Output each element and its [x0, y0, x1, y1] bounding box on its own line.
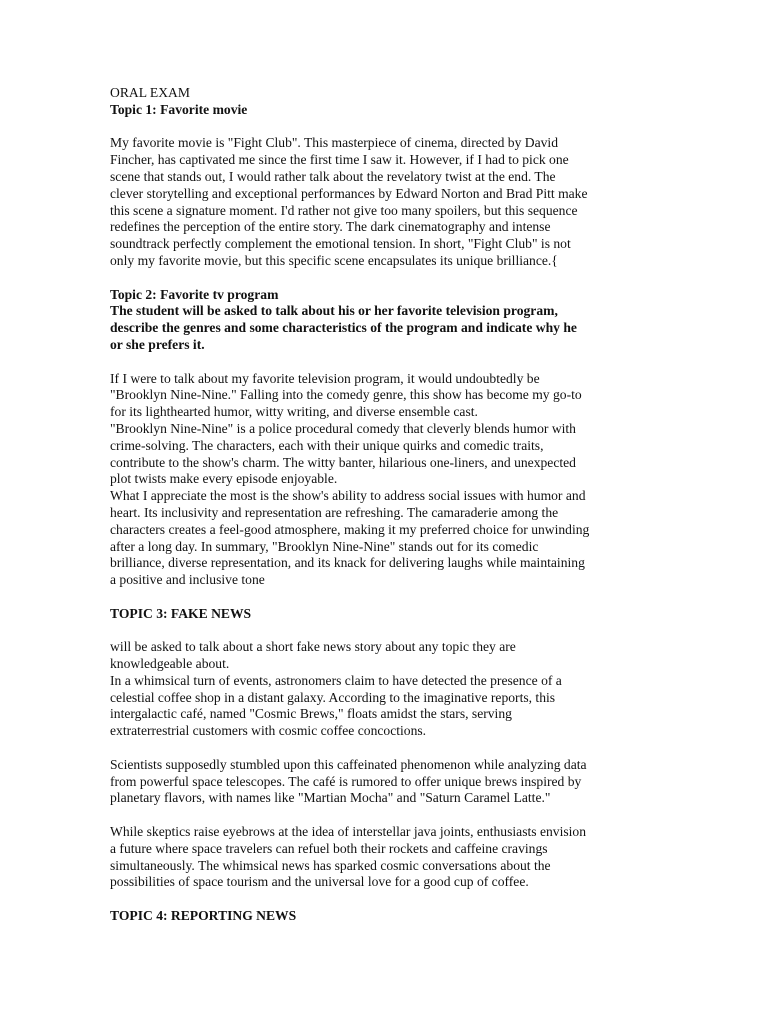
topic3-line: While skeptics raise eyebrows at the idea of interstellar java joints, enthusiasts envision: [110, 824, 587, 840]
topic3-line: celestial coffee shop in a distant galaxy. According to the imaginative reports, this: [110, 689, 556, 705]
topic1-line: My favorite movie is "Fight Club". This masterpiece of cinema, directed by David: [110, 135, 559, 151]
topic1-line: clever storytelling and exceptional performances by Edward Norton and Brad Pitt make: [110, 185, 588, 201]
exam-title: ORAL EXAM: [110, 85, 190, 100]
topic2-line: heart. Its inclusivity and representation are refreshing. The camaraderie among the: [110, 504, 559, 520]
topic1-line: this scene a signature moment. I'd rather not give too many spoilers, but this sequence: [110, 202, 578, 218]
topic1-line: Fincher, has captivated me since the first time I saw it. However, if I had to pick one: [110, 152, 569, 168]
topic1-line: scene that stands out, I would rather talk about the revelatory twist at the end. The: [110, 168, 556, 184]
topic3-paragraph-2: [110, 757, 658, 807]
topic2-line: brilliance, diverse representation, and its knack for delivering laughs while maintaining: [110, 555, 585, 571]
topic2-line: a positive and inclusive tone: [110, 572, 265, 588]
topic2-line: What I appreciate the most is the show's ability to address social issues with humor and: [110, 488, 586, 504]
topic2-line: after a long day. In summary, "Brooklyn Nine-Nine" stands out for its comedic: [110, 538, 539, 554]
topic1-heading: Topic 1: Favorite movie: [110, 101, 248, 117]
topic2-prompt-line: describe the genres and some characteristics of the program and indicate why he: [110, 320, 577, 336]
topic3-line: simultaneously. The whimsical news has sparked cosmic conversations about the: [110, 857, 551, 873]
topic3-line: intergalactic café, named "Cosmic Brews," floats amidst the stars, serving: [110, 706, 512, 722]
topic1-body: [110, 135, 658, 269]
spacer: [110, 891, 658, 908]
topic3-heading: TOPIC 3: FAKE NEWS: [110, 605, 252, 621]
topic2-prompt: [110, 303, 658, 353]
topic3-line: planetary flavors, with names like "Martian Mocha" and "Saturn Caramel Latte.": [110, 790, 551, 806]
topic3-line: knowledgeable about.: [110, 656, 230, 672]
topic3-intro: [110, 639, 658, 740]
topic2-line: "Brooklyn Nine-Nine." Falling into the comedy genre, this show has become my go-to: [110, 387, 582, 403]
spacer: [110, 807, 658, 824]
topic1-line: only my favorite movie, but this specific scene encapsulates its unique brilliance.{: [110, 252, 558, 268]
topic2-prompt-line: or she prefers it.: [110, 336, 205, 352]
topic2-line: characters creates a feel-good atmosphere, making it my preferred choice for unwinding: [110, 521, 590, 537]
topic3-line: from powerful space telescopes. The café is rumored to offer unique brews inspired by: [110, 773, 582, 789]
topic3-line: possibilities of space tourism and the universal love for a good cup of coffee.: [110, 874, 529, 890]
topic2-line: "Brooklyn Nine-Nine" is a police procedural comedy that cleverly blends humor with: [110, 420, 576, 436]
topic2-line: for its lighthearted humor, witty writing, and diverse ensemble cast.: [110, 404, 478, 420]
topic2-line: contribute to the show's charm. The witty banter, hilarious one-liners, and unexpected: [110, 454, 576, 470]
topic3-line: Scientists supposedly stumbled upon this caffeinated phenomenon while analyzing data: [110, 756, 587, 772]
topic1-line: soundtrack perfectly complement the emotional tension. In short, "Fight Club" is not: [110, 236, 571, 252]
document-page: [110, 85, 658, 925]
spacer: [110, 119, 658, 136]
topic2-line: If I were to talk about my favorite television program, it would undoubtedly be: [110, 370, 540, 386]
spacer: [110, 589, 658, 606]
topic3-line: extraterrestrial customers with cosmic coffee concoctions.: [110, 723, 427, 739]
topic3-line: a future where space travelers can refuel both their rockets and caffeine cravings: [110, 840, 548, 856]
topic2-body: [110, 371, 658, 589]
topic2-line: plot twists make every episode enjoyable.: [110, 471, 338, 487]
topic2-heading: Topic 2: Favorite tv program: [110, 286, 279, 302]
topic1-line: redefines the perception of the entire story. The dark cinematography and intense: [110, 219, 551, 235]
spacer: [110, 270, 658, 287]
topic3-line: In a whimsical turn of events, astronomers claim to have detected the presence of a: [110, 672, 562, 688]
spacer: [110, 354, 658, 371]
topic2-line: crime-solving. The characters, each with their unique quirks and comedic traits,: [110, 437, 544, 453]
topic2-prompt-line: The student will be asked to talk about his or her favorite television program,: [110, 303, 558, 319]
spacer: [110, 623, 658, 640]
topic3-line: will be asked to talk about a short fake news story about any topic they are: [110, 639, 516, 655]
spacer: [110, 740, 658, 757]
topic3-paragraph-3: [110, 824, 658, 891]
topic4-heading: TOPIC 4: REPORTING NEWS: [110, 908, 297, 924]
